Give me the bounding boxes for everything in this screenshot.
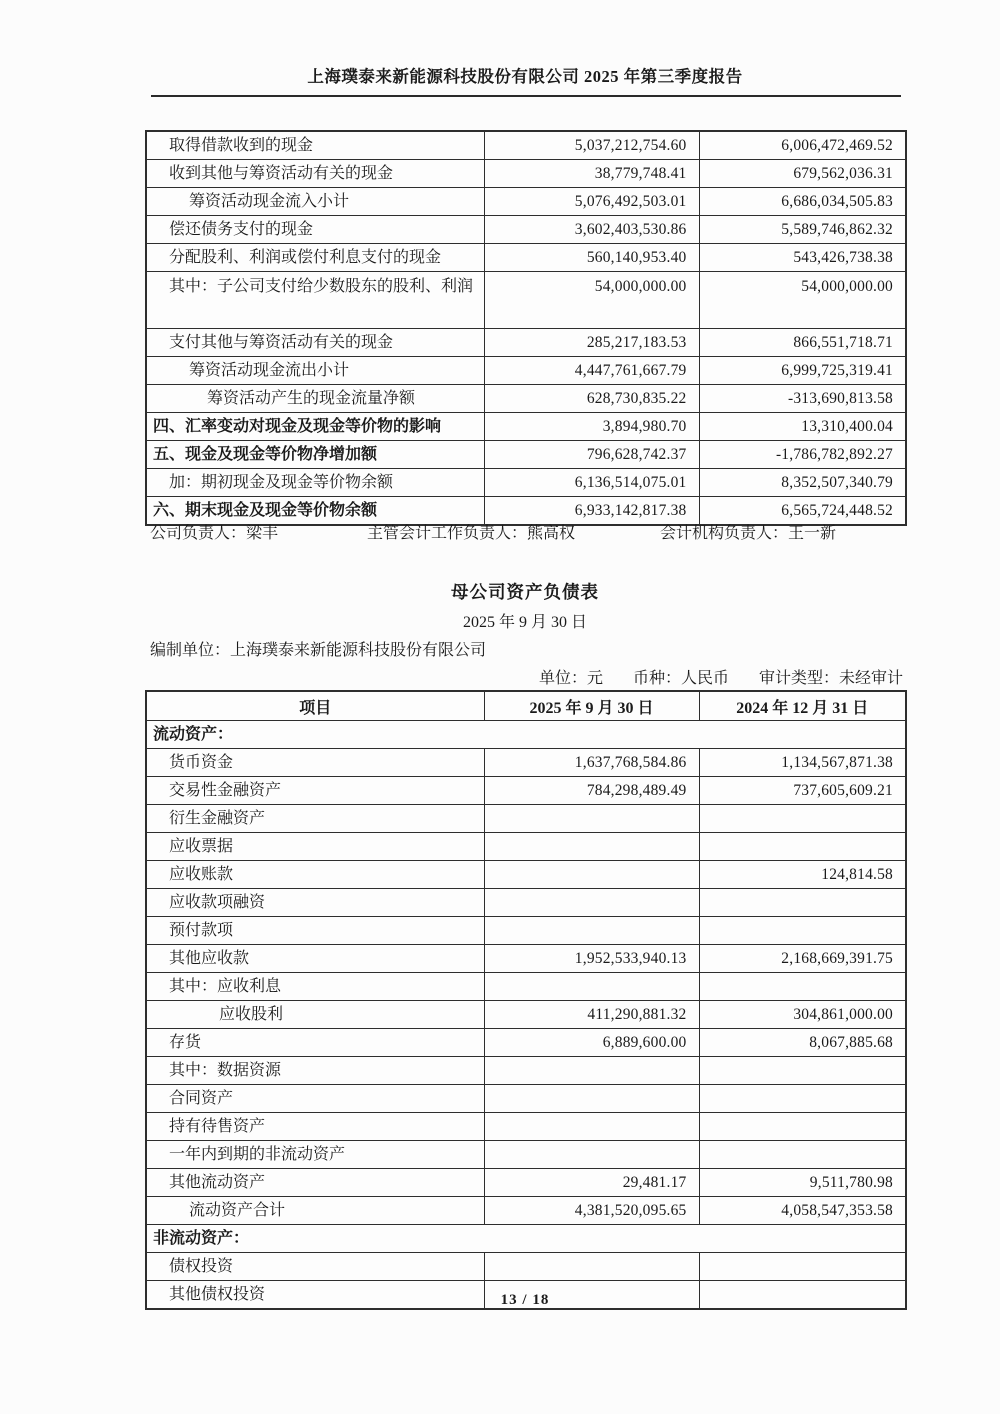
- value-prior-period: 737,605,609.21: [699, 777, 906, 805]
- value-current-period: 4,447,761,667.79: [484, 357, 699, 385]
- unit-label: 单位：元: [538, 670, 603, 687]
- table-row: [146, 861, 906, 889]
- audit-type-label: 审计类型：未经审计: [758, 670, 903, 687]
- row-label: 五、现金及现金等价物净增加额: [146, 441, 484, 469]
- value-current-period: [484, 973, 699, 1001]
- company-head-signature: 公司负责人：梁丰: [150, 525, 279, 542]
- prepared-by-line: 编制单位：上海璞泰来新能源科技股份有限公司: [150, 642, 487, 659]
- table-row: [146, 721, 906, 749]
- value-current-period: 796,628,742.37: [484, 441, 699, 469]
- value-prior-period: 866,551,718.71: [699, 329, 906, 357]
- value-current-period: [484, 1253, 699, 1281]
- table-row: [146, 749, 906, 777]
- value-current-period: [484, 1085, 699, 1113]
- row-label: 取得借款收到的现金: [146, 131, 484, 160]
- value-prior-period: 6,686,034,505.83: [699, 188, 906, 216]
- value-current-period: 6,889,600.00: [484, 1029, 699, 1057]
- column-header-current-period: 2025 年 9 月 30 日: [484, 691, 699, 721]
- row-label: 衍生金融资产: [146, 805, 484, 833]
- cash-flow-statement-table: [145, 130, 907, 526]
- table-row: [146, 973, 906, 1001]
- value-prior-period: 679,562,036.31: [699, 160, 906, 188]
- value-current-period: 560,140,953.40: [484, 244, 699, 272]
- row-label: 其他债权投资: [146, 1281, 484, 1310]
- table-row: [146, 385, 906, 413]
- row-label: 其中：子公司支付给少数股东的股利、利润: [146, 272, 484, 329]
- row-label: 加：期初现金及现金等价物余额: [146, 469, 484, 497]
- row-label: 其中：应收利息: [146, 973, 484, 1001]
- value-prior-period: 13,310,400.04: [699, 413, 906, 441]
- table-row: [146, 1169, 906, 1197]
- document-header-title: 上海璞泰来新能源科技股份有限公司 2025 年第三季度报告: [307, 67, 743, 86]
- value-prior-period: 124,814.58: [699, 861, 906, 889]
- row-label: 债权投资: [146, 1253, 484, 1281]
- value-prior-period: -313,690,813.58: [699, 385, 906, 413]
- table-row: [146, 777, 906, 805]
- table-row: [146, 216, 906, 244]
- value-current-period: 5,037,212,754.60: [484, 131, 699, 160]
- section-row-label: 非流动资产：: [146, 1225, 906, 1253]
- value-current-period: 1,952,533,940.13: [484, 945, 699, 973]
- row-label: 应收票据: [146, 833, 484, 861]
- column-header-item: 项目: [146, 691, 484, 721]
- section-row-label: 流动资产：: [146, 721, 906, 749]
- value-current-period: [484, 1057, 699, 1085]
- value-prior-period: 2,168,669,391.75: [699, 945, 906, 973]
- row-label: 支付其他与筹资活动有关的现金: [146, 329, 484, 357]
- column-header-prior-period: 2024 年 12 月 31 日: [699, 691, 906, 721]
- value-current-period: 3,602,403,530.86: [484, 216, 699, 244]
- value-prior-period: [699, 973, 906, 1001]
- value-current-period: 38,779,748.41: [484, 160, 699, 188]
- value-current-period: [484, 1113, 699, 1141]
- row-label: 筹资活动现金流入小计: [146, 188, 484, 216]
- table-row: [146, 889, 906, 917]
- table-row: [146, 1253, 906, 1281]
- value-current-period: [484, 1141, 699, 1169]
- table-row: [146, 131, 906, 160]
- value-current-period: 29,481.17: [484, 1169, 699, 1197]
- row-label: 分配股利、利润或偿付利息支付的现金: [146, 244, 484, 272]
- value-current-period: 4,381,520,095.65: [484, 1197, 699, 1225]
- value-current-period: 5,076,492,503.01: [484, 188, 699, 216]
- value-current-period: [484, 917, 699, 945]
- row-label: 预付款项: [146, 917, 484, 945]
- value-prior-period: 543,426,738.38: [699, 244, 906, 272]
- table-row: [146, 945, 906, 973]
- signature-line: [145, 520, 905, 544]
- header-rule: [151, 95, 901, 97]
- value-prior-period: [699, 889, 906, 917]
- table-row: [146, 1029, 906, 1057]
- accounting-head-signature: 主管会计工作负责人：熊高权: [367, 525, 576, 542]
- page-number: 13 / 18: [500, 1292, 550, 1308]
- table-row: [146, 469, 906, 497]
- row-label: 应收账款: [146, 861, 484, 889]
- row-label: 其他应收款: [146, 945, 484, 973]
- value-current-period: [484, 805, 699, 833]
- table-row: [146, 413, 906, 441]
- table-row: [146, 833, 906, 861]
- row-label: 应收款项融资: [146, 889, 484, 917]
- value-prior-period: 4,058,547,353.58: [699, 1197, 906, 1225]
- value-current-period: 1,637,768,584.86: [484, 749, 699, 777]
- value-prior-period: 5,589,746,862.32: [699, 216, 906, 244]
- row-label: 筹资活动现金流出小计: [146, 357, 484, 385]
- row-label: 一年内到期的非流动资产: [146, 1141, 484, 1169]
- value-current-period: 784,298,489.49: [484, 777, 699, 805]
- page-content: [145, 0, 905, 1414]
- row-label: 存货: [146, 1029, 484, 1057]
- row-label: 其中：数据资源: [146, 1057, 484, 1085]
- value-current-period: 285,217,183.53: [484, 329, 699, 357]
- table-row: [146, 188, 906, 216]
- value-prior-period: 6,006,472,469.52: [699, 131, 906, 160]
- table-row: [146, 805, 906, 833]
- value-current-period: 628,730,835.22: [484, 385, 699, 413]
- table-row: [146, 160, 906, 188]
- row-label: 应收股利: [146, 1001, 484, 1029]
- row-label: 流动资产合计: [146, 1197, 484, 1225]
- value-prior-period: [699, 1113, 906, 1141]
- value-current-period: 54,000,000.00: [484, 272, 699, 329]
- value-current-period: [484, 889, 699, 917]
- unit-line: [145, 665, 903, 688]
- value-prior-period: 54,000,000.00: [699, 272, 906, 329]
- value-current-period: 6,136,514,075.01: [484, 469, 699, 497]
- value-current-period: 6,933,142,817.38: [484, 497, 699, 526]
- table-row: [146, 1057, 906, 1085]
- value-prior-period: [699, 1085, 906, 1113]
- table-row: [146, 1197, 906, 1225]
- table-row: [146, 1085, 906, 1113]
- value-current-period: 411,290,881.32: [484, 1001, 699, 1029]
- value-prior-period: 9,511,780.98: [699, 1169, 906, 1197]
- row-label: 六、期末现金及现金等价物余额: [146, 497, 484, 526]
- value-prior-period: [699, 917, 906, 945]
- value-prior-period: -1,786,782,892.27: [699, 441, 906, 469]
- value-prior-period: 8,352,507,340.79: [699, 469, 906, 497]
- agency-head-signature: 会计机构负责人：王一新: [660, 525, 837, 542]
- table-header-row: [146, 691, 906, 721]
- table-row: [146, 329, 906, 357]
- value-prior-period: [699, 1253, 906, 1281]
- row-label: 其他流动资产: [146, 1169, 484, 1197]
- value-current-period: 3,894,980.70: [484, 413, 699, 441]
- row-label: 货币资金: [146, 749, 484, 777]
- table-row: [146, 1225, 906, 1253]
- table-row: [146, 1141, 906, 1169]
- value-prior-period: [699, 805, 906, 833]
- value-current-period: [484, 861, 699, 889]
- row-label: 四、汇率变动对现金及现金等价物的影响: [146, 413, 484, 441]
- value-prior-period: [699, 833, 906, 861]
- table-row: [146, 917, 906, 945]
- table-row: [146, 244, 906, 272]
- value-prior-period: [699, 1057, 906, 1085]
- value-prior-period: 304,861,000.00: [699, 1001, 906, 1029]
- balance-sheet-table: [145, 690, 907, 1310]
- table-row: [146, 1001, 906, 1029]
- row-label: 合同资产: [146, 1085, 484, 1113]
- value-prior-period: 6,565,724,448.52: [699, 497, 906, 526]
- table-row: [146, 272, 906, 329]
- table-row: [146, 441, 906, 469]
- row-label: 收到其他与筹资活动有关的现金: [146, 160, 484, 188]
- value-current-period: [484, 833, 699, 861]
- value-prior-period: 6,999,725,319.41: [699, 357, 906, 385]
- balance-sheet-title: 母公司资产负债表: [451, 582, 599, 602]
- value-prior-period: 1,134,567,871.38: [699, 749, 906, 777]
- balance-sheet-date: 2025 年 9 月 30 日: [462, 614, 587, 631]
- table-row: [146, 1113, 906, 1141]
- row-label: 交易性金融资产: [146, 777, 484, 805]
- currency-label: 币种：人民币: [632, 670, 729, 687]
- value-prior-period: 8,067,885.68: [699, 1029, 906, 1057]
- table-row: [146, 357, 906, 385]
- row-label: 持有待售资产: [146, 1113, 484, 1141]
- row-label: 偿还债务支付的现金: [146, 216, 484, 244]
- value-prior-period: [699, 1141, 906, 1169]
- row-label: 筹资活动产生的现金流量净额: [146, 385, 484, 413]
